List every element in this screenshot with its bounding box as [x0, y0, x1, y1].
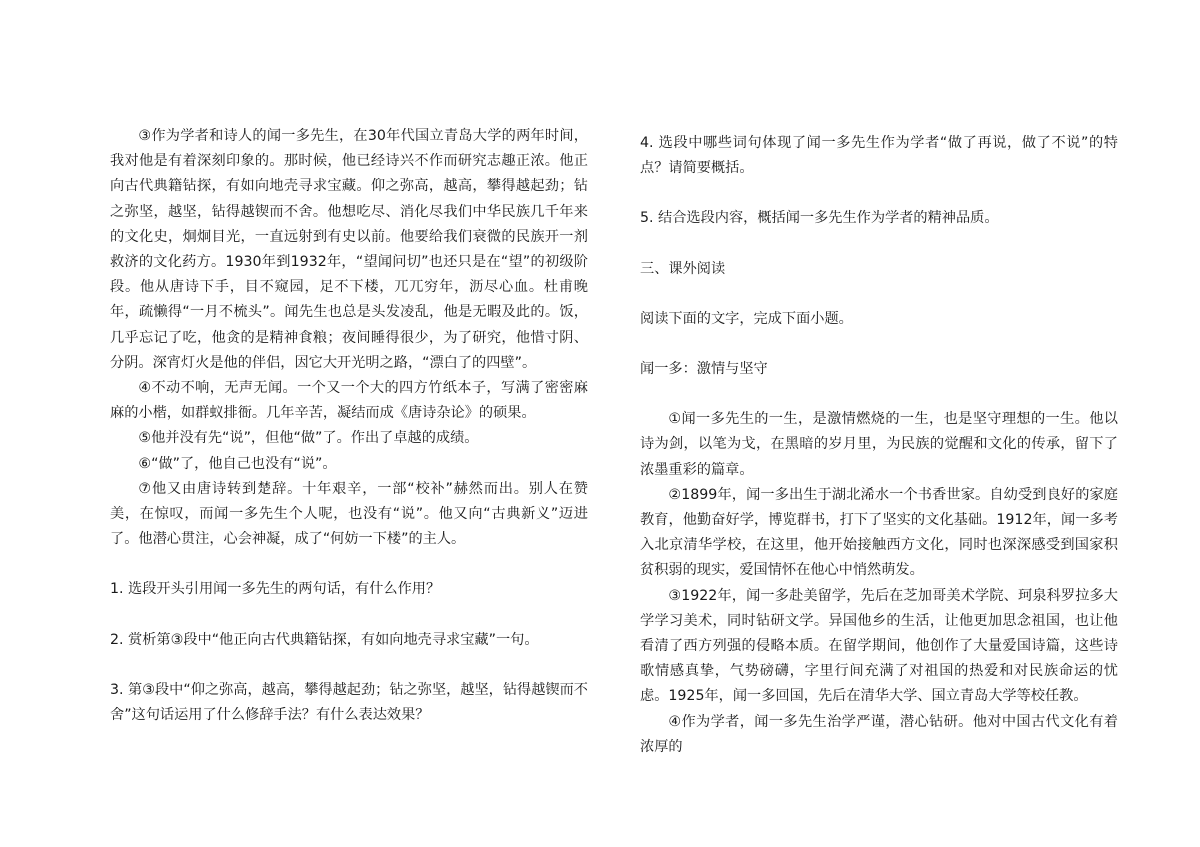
question-4: 4. 选段中哪些词句体现了闻一多先生作为学者“做了再说，做了不说”的特点？请简要概括。	[640, 135, 1118, 177]
article-paragraph-4: ④作为学者，闻一多先生治学严谨，潜心钻研。他对中国古代文化有着浓厚的	[640, 713, 1118, 755]
article-paragraph-1: ①闻一多先生的一生，是激情燃烧的一生，也是坚守理想的一生。他以诗为剑，以笔为戈，在黑暗的岁月里，为民族的觉醒和文化的传承，留下了浓墨重彩的篇章。	[640, 411, 1118, 478]
spacer	[640, 181, 1118, 206]
passage-paragraph-3: ③作为学者和诗人的闻一多先生，在30年代国立青岛大学的两年时间，我对他是有着深刻印象的。那时候，他已经诗兴不作而研究志趣正浓。他正向古代典籍钻探，有如向地壳寻求宝藏。仰之弥高，越高，攀得越起劲；钻之弥坚，越坚，钻得越锲而不舍。他想吃尽、消化尽我们中华民族几千年来的文化史，炯炯目光，一直远射到有史以前。他要给我们衰微的民族开一剂救济的文化药方。1930年到1932年，“望闻问切”也还只是在“望”的初级阶段。他从唐诗下手，目不窥园，足不下楼，兀兀穷年，沥尽心血。杜甫晚年，疏懒得“一月不梳头”。闻先生也总是头发凌乱，他是无暇及此的。饭，几乎忘记了吃，他贪的是精神食粮；夜间睡得很少，为了研究，他惜寸阴、分阴。深宵灯火是他的伴侣，因它大开光明之路，“漂白了的四壁”。	[110, 128, 588, 371]
question-1: 1. 选段开头引用闻一多先生的两句话，有什么作用？	[110, 581, 441, 598]
article-paragraph-2: ②1899年，闻一多出生于湖北浠水一个书香世家。自幼受到良好的家庭教育，他勤奋好学，博览群书，打下了坚实的文化基础。1912年，闻一多考入北京清华学校，在这里，他开始接触西方文化，同时也深深感受到国家积贫积弱的现实，爱国情怀在他心中悄然萌发。	[640, 486, 1118, 579]
right-column	[640, 131, 1118, 760]
spacer	[640, 282, 1118, 307]
spacer	[110, 603, 588, 628]
spacer	[640, 382, 1118, 407]
question-5: 5. 结合选段内容，概括闻一多先生作为学者的精神品质。	[640, 210, 999, 227]
section-heading: 三、课外阅读	[640, 260, 726, 277]
spacer	[640, 232, 1118, 257]
passage-paragraph-4: ④不动不响，无声无闻。一个又一个大的四方竹纸本子，写满了密密麻麻的小楷，如群蚁排衙。几年辛苦，凝结而成《唐诗杂论》的硕果。	[110, 380, 588, 422]
article-paragraph-3: ③1922年，闻一多赴美留学，先后在芝加哥美术学院、珂泉科罗拉多大学学习美术，同时钻研文学。异国他乡的生活，让他更加思念祖国，也让他看清了西方列强的侵略本质。在留学期间，他创作了大量爱国诗篇，这些诗歌情感真挚，气势磅礴，字里行间充满了对祖国的热爱和对民族命运的忧虑。1925年，闻一多回国，先后在清华大学、国立青岛大学等校任教。	[640, 587, 1118, 705]
question-2: 2. 赏析第③段中“他正向古代典籍钻探，有如向地壳寻求宝藏”一句。	[110, 631, 539, 648]
passage-paragraph-6: ⑥“做”了，他自己也没有“说”。	[138, 455, 337, 472]
spacer	[640, 332, 1118, 357]
passage-paragraph-7: ⑦他又由唐诗转到楚辞。十年艰辛，一部“校补”赫然而出。别人在赞美，在惊叹，而闻一多先生个人呢，也没有“说”。他又向“古典新义”迈进了。他潜心贯注，心会神凝，成了“何妨一下楼”的主人。	[110, 480, 588, 548]
spacer	[110, 653, 588, 678]
article-title: 闻一多：激情与坚守	[640, 361, 768, 378]
spacer	[110, 552, 588, 577]
left-column	[110, 124, 588, 728]
reading-instruction: 阅读下面的文字，完成下面小题。	[640, 310, 853, 327]
passage-paragraph-5: ⑤他并没有先“说”，但他“做”了。作出了卓越的成绩。	[138, 430, 479, 447]
question-3: 3. 第③段中“仰之弥高，越高，攀得越起劲；钻之弥坚，越坚，钻得越锲而不舍”这句话运用了什么修辞手法？有什么表达效果？	[110, 681, 588, 724]
